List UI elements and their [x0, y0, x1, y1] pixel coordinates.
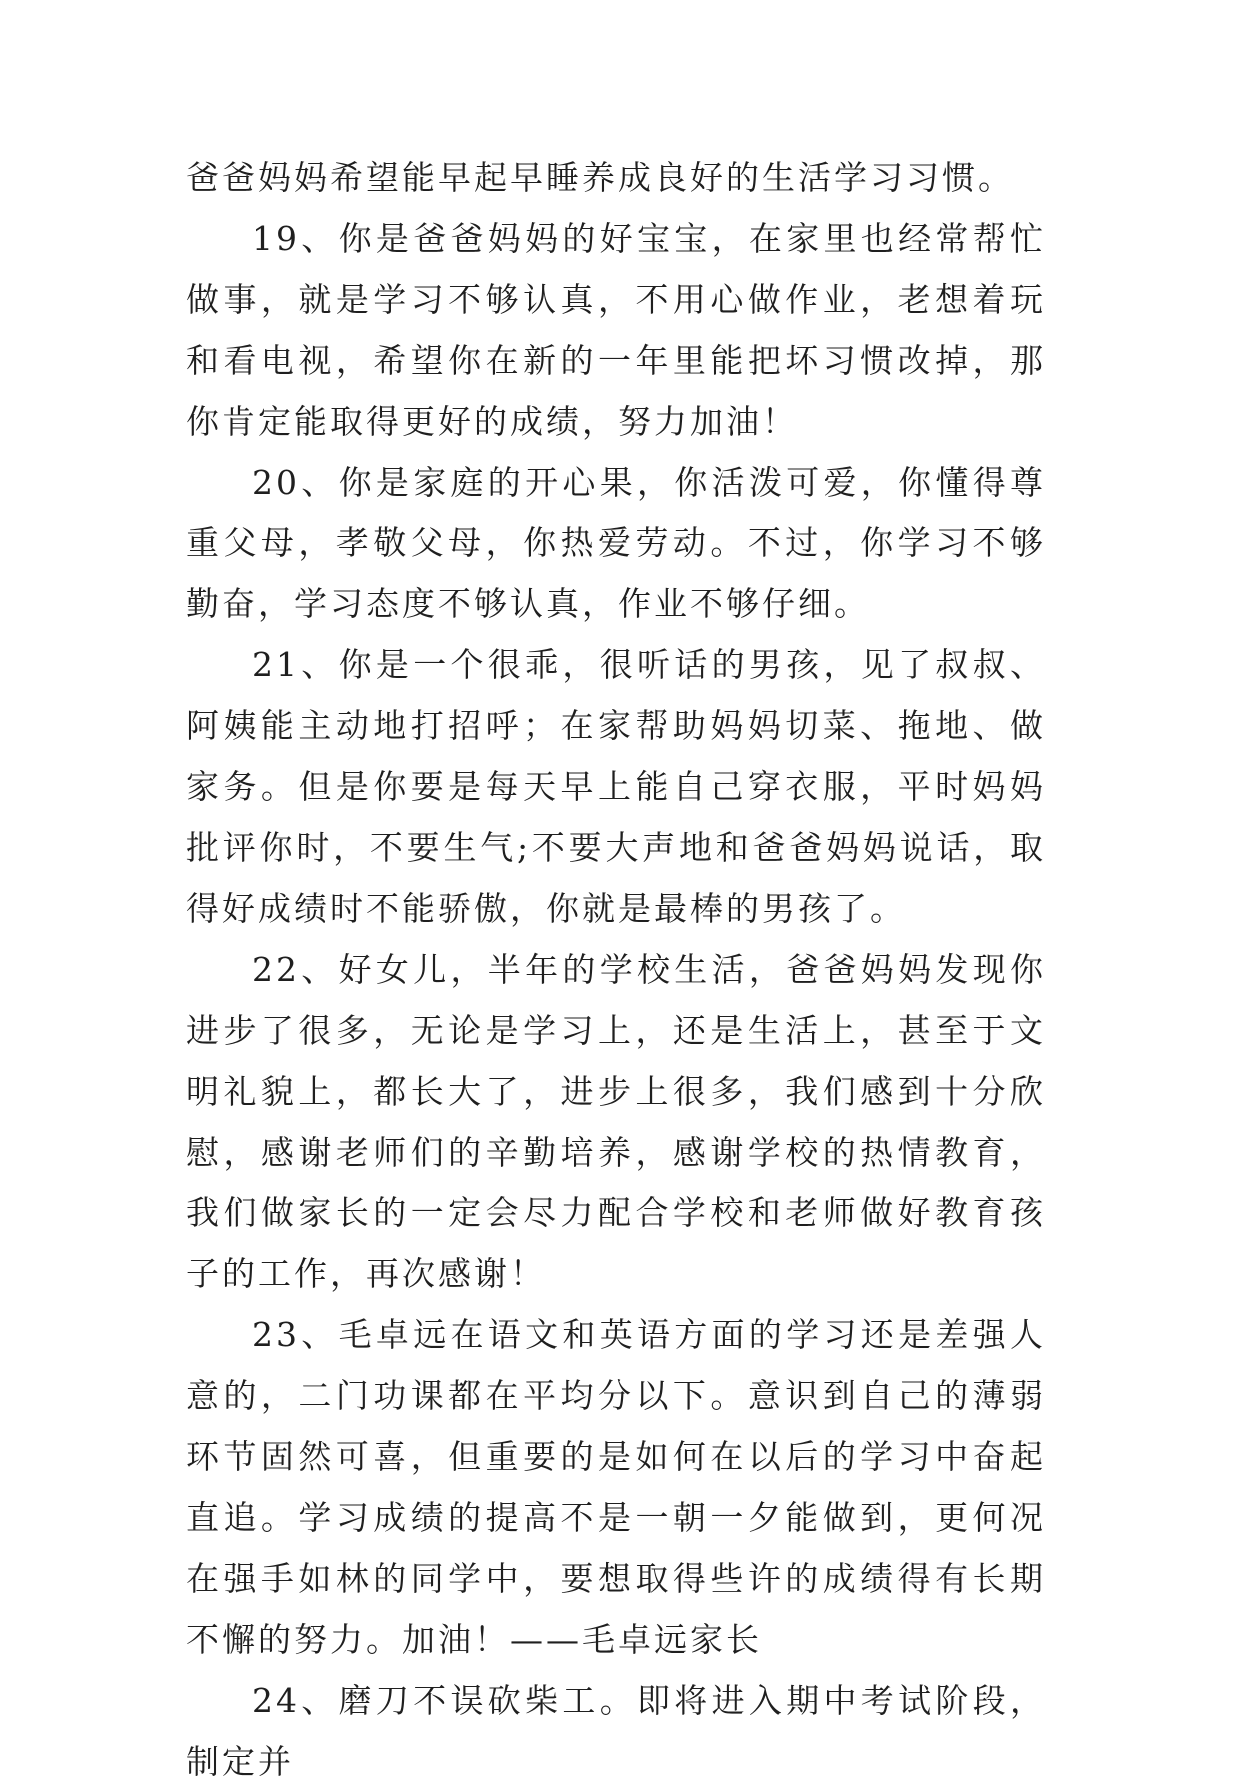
paragraph-23: 23、毛卓远在语文和英语方面的学习还是差强人意的，二门功课都在平均分以下。意识到自己的薄弱环节固然可喜，但重要的是如何在以后的学习中奋起直追。学习成绩的提高不是一朝一夕能做到，更何况在强手如林的同学中，要想取得些许的成绩得有长期不懈的努力。加油！——毛卓远家长 [186, 1315, 1046, 1659]
paragraph-20: 20、你是家庭的开心果，你活泼可爱，你懂得尊重父母，孝敬父母，你热爱劳动。不过，你学习不够勤奋，学习态度不够认真，作业不够仔细。 [186, 462, 1046, 624]
paragraph-18-continuation: 爸爸妈妈希望能早起早睡养成良好的生活学习习惯。 [186, 158, 1014, 197]
paragraph-24-start: 24、磨刀不误砍柴工。即将进入期中考试阶段，制定并 [186, 1680, 1046, 1781]
document-body [186, 148, 1046, 1792]
paragraph-22: 22、好女儿，半年的学校生活，爸爸妈妈发现你进步了很多，无论是学习上，还是生活上，甚至于文明礼貌上，都长大了，进步上很多，我们感到十分欣慰，感谢老师们的辛勤培养，感谢学校的热情教育，我们做家长的一定会尽力配合学校和老师做好教育孩子的工作，再次感谢！ [186, 949, 1046, 1294]
paragraph-21: 21、你是一个很乖，很听话的男孩，见了叔叔、阿姨能主动地打招呼；在家帮助妈妈切菜、拖地、做家务。但是你要是每天早上能自己穿衣服，平时妈妈批评你时，不要生气;不要大声地和爸爸妈妈说话，取得好成绩时不能骄傲，你就是最棒的男孩了。 [186, 645, 1046, 928]
paragraph-19: 19、你是爸爸妈妈的好宝宝，在家里也经常帮忙做事，就是学习不够认真，不用心做作业，老想着玩和看电视，希望你在新的一年里能把坏习惯改掉，那你肯定能取得更好的成绩，努力加油！ [186, 218, 1046, 441]
